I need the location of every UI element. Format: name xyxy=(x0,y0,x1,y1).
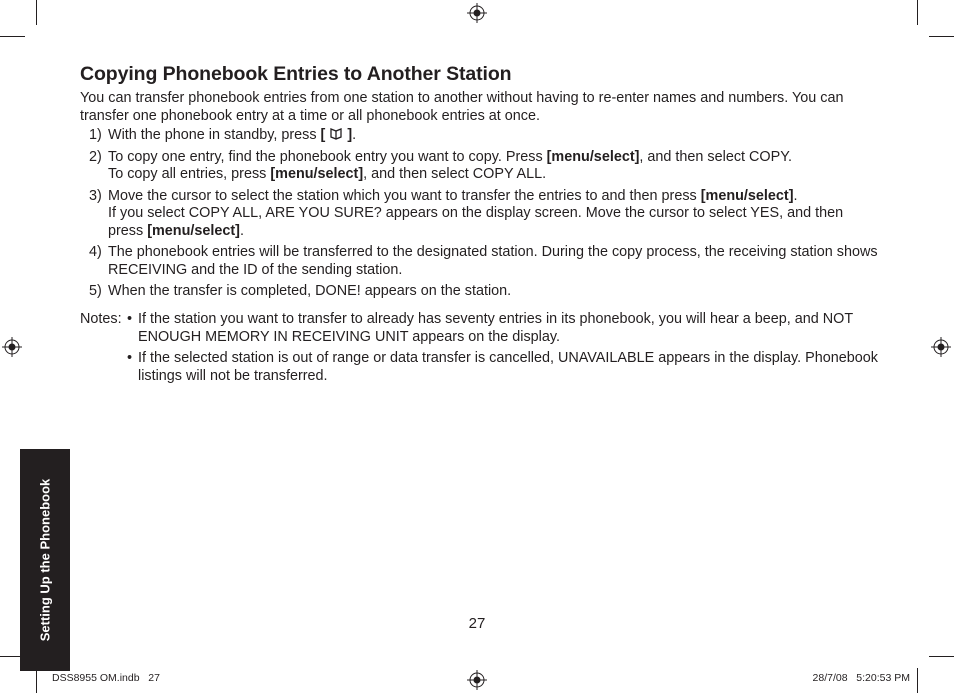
crop-mark-top-left-h xyxy=(0,36,25,37)
crop-mark-top-left-v xyxy=(36,0,37,25)
steps-list xyxy=(80,127,880,305)
step-text: If you select COPY ALL, ARE YOU SURE? appears on the display screen. Move the cursor to select YES, and then press xyxy=(108,205,844,239)
intro-paragraph: You can transfer phonebook entries from one station to another without having to re-enter names and numbers. You can transfer one phonebook entry at a time or all phonebook entries at once. xyxy=(80,90,844,124)
key-name: [menu/select] xyxy=(147,222,240,239)
notes-label: Notes: xyxy=(80,311,122,327)
note-text: If the selected station is out of range or data transfer is cancelled, UNAVAILABLE appears in the display. Phonebook listings will not be transferred. xyxy=(138,350,878,384)
step-number: 1) xyxy=(89,127,102,143)
registration-mark-icon xyxy=(467,3,487,23)
step-text: . xyxy=(239,222,244,239)
registration-mark-icon xyxy=(931,337,951,357)
step-text: With the phone in standby, press xyxy=(108,127,321,143)
step-5 xyxy=(80,283,880,301)
step-number: 3) xyxy=(89,187,102,204)
page-title: Copying Phonebook Entries to Another Station xyxy=(80,63,512,85)
section-tab-label: Setting Up the Phonebook xyxy=(37,478,53,642)
crop-mark-bottom-left-v xyxy=(36,668,37,693)
crop-mark-bottom-right-v xyxy=(917,668,918,693)
note-item xyxy=(80,311,880,346)
step-number: 5) xyxy=(89,283,102,299)
slug-file-info: DSS8955 OM.indb 27 xyxy=(52,672,160,684)
step-number: 4) xyxy=(89,244,102,260)
crop-mark-top-right-h xyxy=(929,36,954,37)
step-text: To copy one entry, find the phonebook entry you want to copy. Press xyxy=(108,148,547,165)
slug-timestamp: 28/7/08 5:20:53 PM xyxy=(812,672,910,684)
step-text: To copy all entries, press xyxy=(108,166,271,182)
note-text: If the station you want to transfer to already has seventy entries in its phonebook, you will hear a beep, and NOT ENOUGH MEMORY IN RECEIVING UNIT appears on the display. xyxy=(138,311,853,345)
notes-section xyxy=(80,311,880,389)
section-side-tab xyxy=(20,449,70,671)
bullet: • xyxy=(127,350,133,366)
phonebook-icon xyxy=(329,127,343,141)
step-line xyxy=(108,166,880,184)
registration-mark-icon xyxy=(467,670,487,690)
page-number: 27 xyxy=(468,615,486,632)
step-line xyxy=(108,205,880,240)
key-name: [menu/select] xyxy=(546,148,640,165)
bullet: • xyxy=(127,311,133,327)
key-bracket: ] xyxy=(347,127,353,143)
key-bracket: [ xyxy=(320,127,326,143)
step-3 xyxy=(80,188,880,241)
step-text: , and then select COPY ALL. xyxy=(363,166,547,182)
step-number: 2) xyxy=(89,148,102,165)
key-name: [menu/select] xyxy=(270,166,364,182)
step-line xyxy=(108,188,880,206)
step-text: Move the cursor to select the station which you want to transfer the entries to and then press xyxy=(108,187,701,204)
step-line xyxy=(108,149,880,167)
step-text: When the transfer is completed, DONE! appears on the station. xyxy=(108,283,512,299)
step-1 xyxy=(80,127,880,145)
step-text: . xyxy=(793,187,798,204)
crop-mark-top-right-v xyxy=(917,0,918,25)
step-text: , and then select COPY. xyxy=(639,148,792,165)
note-item xyxy=(80,350,880,385)
crop-mark-bottom-right-h xyxy=(929,656,954,657)
step-text: The phonebook entries will be transferred to the designated station. During the copy process, the receiving station shows RECEIVING and the ID of the sending station. xyxy=(108,244,878,278)
registration-mark-icon xyxy=(2,337,22,357)
step-2 xyxy=(80,149,880,184)
key-name: [menu/select] xyxy=(700,187,794,204)
step-4 xyxy=(80,244,880,279)
step-text: . xyxy=(352,127,357,143)
